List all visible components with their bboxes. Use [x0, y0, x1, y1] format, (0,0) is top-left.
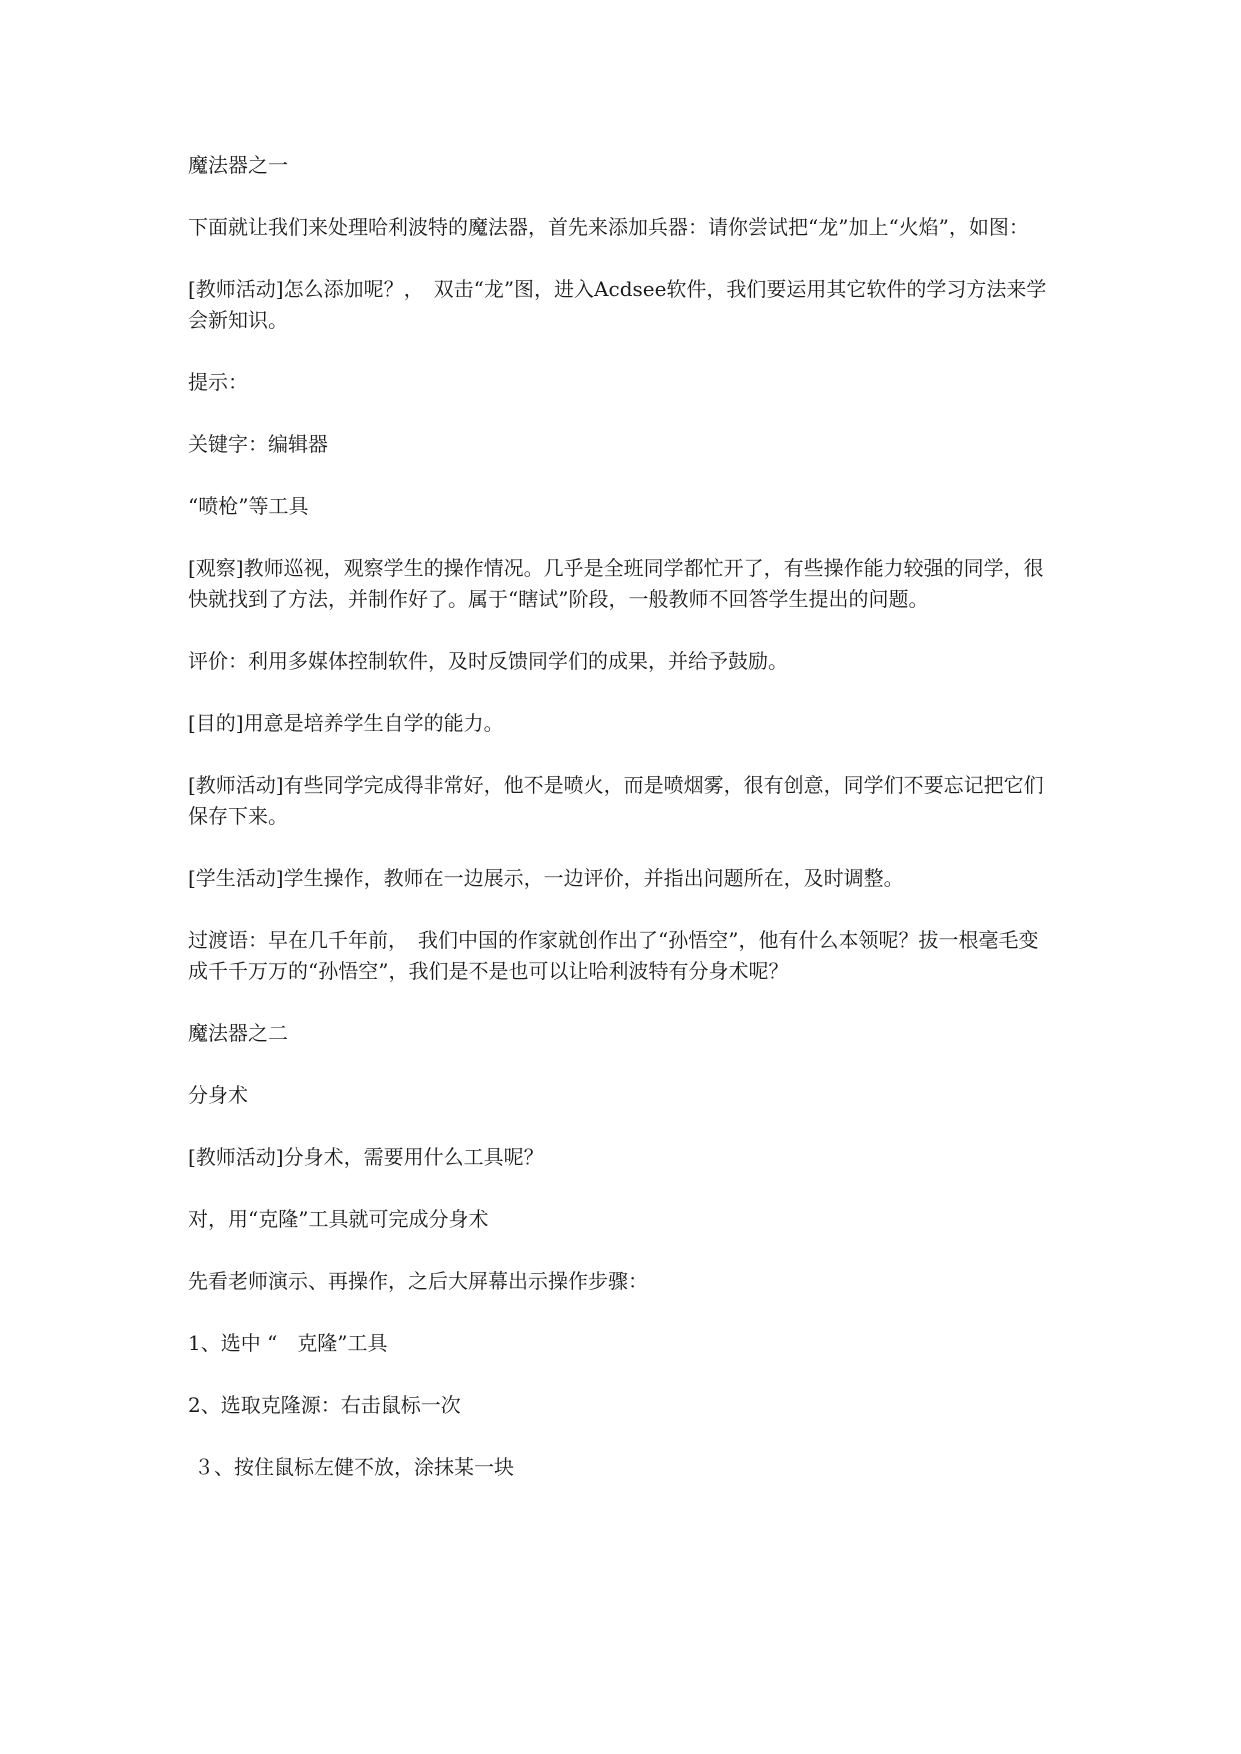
step-1: 1、选中 “ 克隆”工具: [188, 1331, 388, 1355]
paragraph-clone-tool: 对，用“克隆”工具就可完成分身术: [188, 1207, 489, 1231]
paragraph-evaluation: 评价：利用多媒体控制软件，及时反馈同学们的成果，并给予鼓励。: [188, 649, 788, 673]
paragraph-clone-technique: 分身术: [188, 1083, 248, 1107]
paragraph-student-activity: [学生活动]学生操作，教师在一边展示，一边评价，并指出问题所在，及时调整。: [188, 866, 904, 890]
step-3: ３、按住鼠标左健不放，涂抹某一块: [194, 1455, 514, 1479]
paragraph-transition: 过渡语：早在几千年前， 我们中国的作家就创作出了“孙悟空”，他有什么本领呢？拔一根毫毛变成千千万万的“孙悟空”，我们是不是也可以让哈利波特有分身术呢？: [188, 928, 1039, 983]
paragraph-purpose: [目的]用意是培养学生自学的能力。: [188, 711, 504, 735]
document-body: [188, 150, 1058, 1514]
paragraph-add-weapon: 下面就让我们来处理哈利波特的魔法器，首先来添加兵器：请你尝试把“龙”加上“火焰”，如图：: [188, 215, 1029, 239]
paragraph-observation: [观察]教师巡视，观察学生的操作情况。几乎是全班同学都忙开了，有些操作能力较强的同学，很快就找到了方法，并制作好了。属于“瞎试”阶段，一般教师不回答学生提出的问题。: [188, 556, 1044, 611]
section-heading-magic-1: 魔法器之一: [188, 153, 288, 177]
paragraph-hint: 提示：: [188, 370, 248, 394]
paragraph-teacher-activity-save: [教师活动]有些同学完成得非常好，他不是喷火，而是喷烟雾，很有创意，同学们不要忘记把它们保存下来。: [188, 773, 1044, 828]
paragraph-spray-tool: “喷枪”等工具: [188, 494, 309, 518]
paragraph-teacher-activity-add: [教师活动]怎么添加呢？， 双击“龙”图，进入Acdsee软件，我们要运用其它软件的学习方法来学会新知识。: [188, 277, 1047, 332]
paragraph-demo-steps: 先看老师演示、再操作，之后大屏幕出示操作步骤：: [188, 1269, 648, 1293]
paragraph-keyword: 关键字：编辑器: [188, 432, 328, 456]
section-heading-magic-2: 魔法器之二: [188, 1021, 288, 1045]
paragraph-teacher-activity-tool: [教师活动]分身术，需要用什么工具呢？: [188, 1145, 544, 1169]
step-2: 2、选取克隆源：右击鼠标一次: [188, 1393, 461, 1417]
